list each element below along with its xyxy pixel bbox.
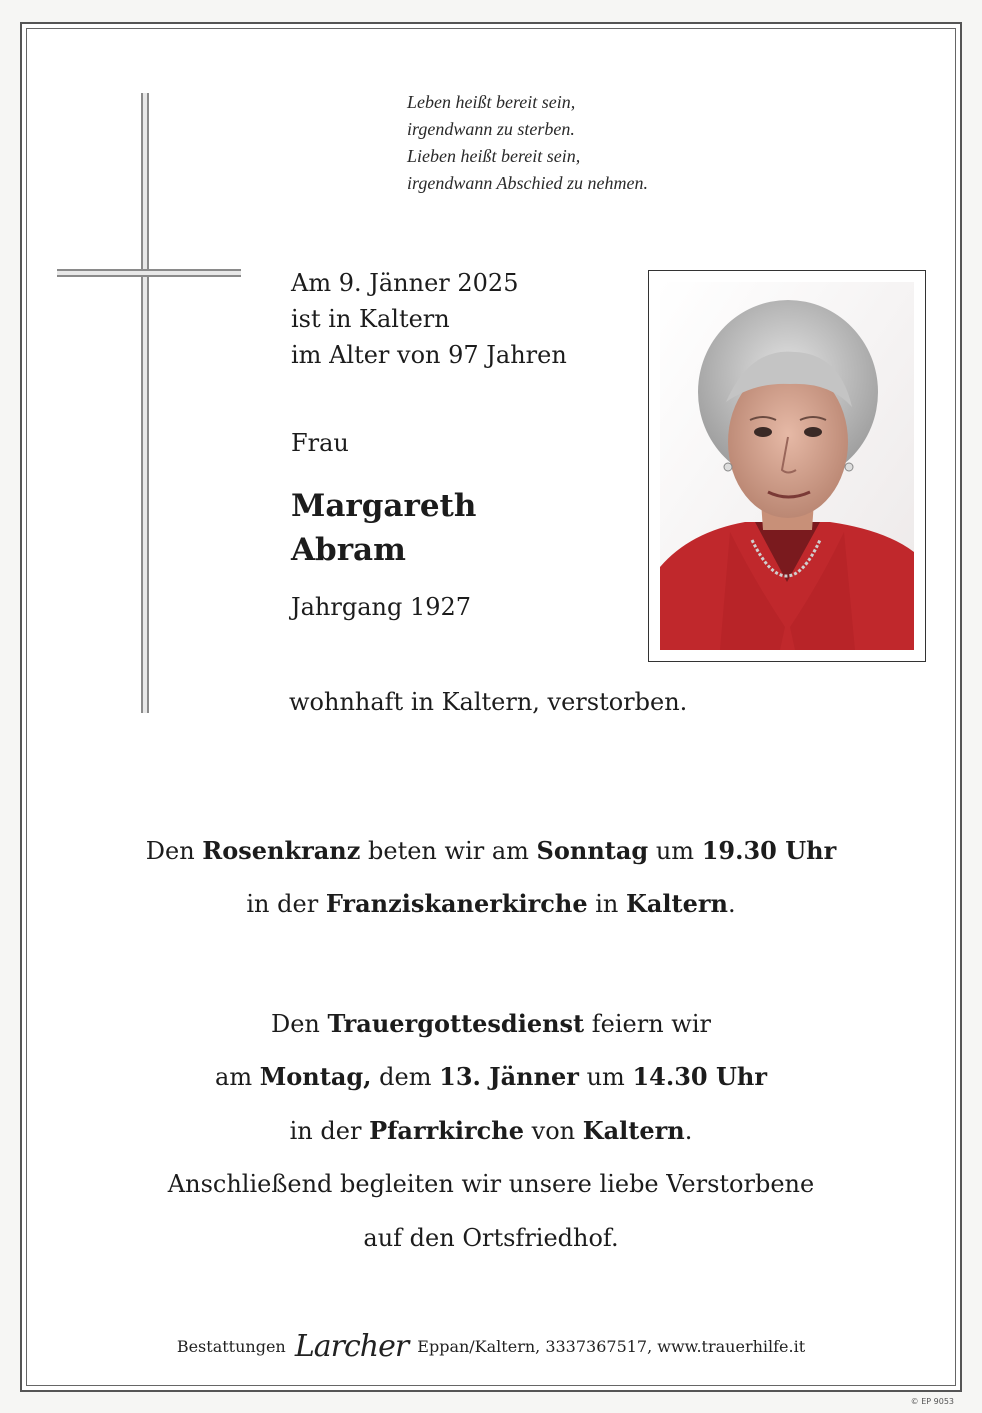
rosary-line-2 bbox=[0, 889, 982, 918]
print-code: © EP 9053 bbox=[910, 1397, 954, 1406]
text: in der bbox=[289, 1117, 370, 1145]
undertaker-logo: Larcher bbox=[294, 1329, 409, 1364]
funeral-time: 14.30 Uhr bbox=[632, 1062, 767, 1091]
poem-line: irgendwann Abschied zu nehmen. bbox=[407, 173, 648, 193]
last-name: Abram bbox=[291, 532, 406, 568]
deceased-name bbox=[291, 484, 476, 572]
poem-line: Leben heißt bereit sein, bbox=[407, 92, 576, 112]
funeral-line-5: auf den Ortsfriedhof. bbox=[363, 1224, 619, 1252]
funeral-date: 13. Jänner bbox=[439, 1062, 579, 1091]
text: Den bbox=[145, 837, 203, 865]
rosary-church: Franziskanerkirche bbox=[325, 889, 588, 918]
salutation: Frau bbox=[291, 429, 349, 457]
funeral-place: Kaltern bbox=[582, 1116, 685, 1145]
text: . bbox=[684, 1117, 693, 1145]
poem bbox=[407, 89, 827, 197]
intro bbox=[291, 265, 631, 373]
text: um bbox=[578, 1063, 633, 1091]
footer-contact: Eppan/Kaltern, 3337367517, www.trauerhilfe.it bbox=[417, 1337, 806, 1356]
funeral-line-3 bbox=[0, 1116, 982, 1145]
text: in der bbox=[246, 890, 326, 918]
funeral-church: Pfarrkirche bbox=[369, 1116, 524, 1145]
poem-line: Lieben heißt bereit sein, bbox=[407, 146, 581, 166]
intro-line: ist in Kaltern bbox=[291, 305, 450, 333]
rosary-word: Rosenkranz bbox=[202, 836, 361, 865]
rosary-day: Sonntag bbox=[536, 836, 649, 865]
footer-prefix: Bestattungen bbox=[176, 1337, 286, 1356]
funeral-day: Montag, bbox=[259, 1062, 372, 1091]
text: beten wir am bbox=[360, 837, 537, 865]
text: von bbox=[524, 1117, 583, 1145]
birth-year: Jahrgang 1927 bbox=[291, 593, 472, 621]
funeral-service-word: Trauergottesdienst bbox=[327, 1009, 585, 1038]
text: am bbox=[215, 1063, 260, 1091]
portrait-image bbox=[660, 282, 914, 650]
intro-line: im Alter von 97 Jahren bbox=[291, 341, 567, 369]
text: Den bbox=[270, 1010, 328, 1038]
text: dem bbox=[371, 1063, 440, 1091]
first-name: Margareth bbox=[291, 488, 477, 524]
text: . bbox=[727, 890, 736, 918]
intro-line: Am 9. Jänner 2025 bbox=[291, 269, 519, 297]
cross-horizontal-bar bbox=[57, 269, 241, 277]
poem-line: irgendwann zu sterben. bbox=[407, 119, 575, 139]
cross-vertical-bar bbox=[141, 93, 149, 713]
portrait-photo bbox=[648, 270, 926, 662]
residence-line: wohnhaft in Kaltern, verstorben. bbox=[289, 688, 688, 716]
text: feiern wir bbox=[584, 1010, 711, 1038]
rosary-time: 19.30 Uhr bbox=[701, 836, 837, 865]
funeral-line-2 bbox=[0, 1062, 982, 1091]
undertaker-footer bbox=[0, 1329, 982, 1364]
rosary-line-1 bbox=[0, 836, 982, 865]
funeral-line-4: Anschließend begleiten wir unsere liebe Verstorbene bbox=[167, 1170, 815, 1198]
rosary-place: Kaltern bbox=[626, 889, 728, 918]
text: in bbox=[587, 890, 626, 918]
text: um bbox=[648, 837, 702, 865]
funeral-line-1 bbox=[0, 1009, 982, 1038]
